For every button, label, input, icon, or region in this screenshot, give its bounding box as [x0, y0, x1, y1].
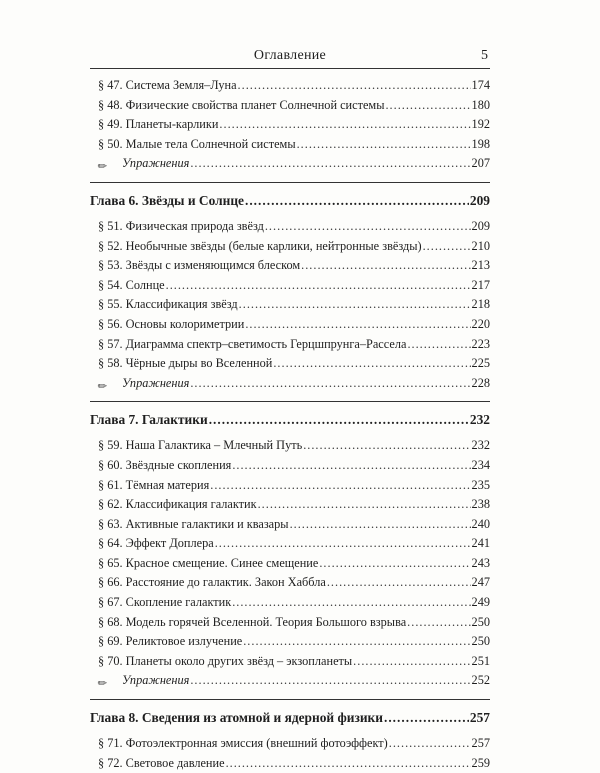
running-title: Оглавление	[253, 48, 327, 63]
toc-entry[interactable]	[90, 135, 490, 155]
entry-page: 180	[471, 97, 490, 112]
entry-page: 240	[471, 516, 490, 531]
entry-title: § 56. Основы колориметрии	[98, 316, 245, 331]
leader-dots	[190, 154, 470, 174]
entry-title: § 67. Скопление галактик	[98, 595, 232, 610]
toc-entry[interactable]	[90, 217, 490, 237]
leader-dots	[384, 708, 469, 728]
entry-page: 251	[471, 653, 490, 668]
toc-entry[interactable]	[90, 573, 490, 593]
entry-title: Упражнения	[122, 673, 190, 688]
leader-dots	[166, 276, 471, 296]
entry-title: § 57. Диаграмма спектр–светимость Герцшпрунга–Рассела	[98, 336, 407, 351]
leader-dots	[215, 534, 471, 554]
leader-dots	[232, 593, 470, 613]
leader-dots	[245, 315, 470, 335]
entry-page: 250	[471, 634, 490, 649]
entry-title: § 59. Наша Галактика – Млечный Путь	[98, 438, 303, 453]
entry-title: § 54. Солнце	[98, 277, 165, 292]
entry-title: § 65. Красное смещение. Синее смещение	[98, 555, 319, 570]
entry-page: 241	[471, 536, 490, 551]
entry-page: 225	[471, 356, 490, 371]
table-of-contents	[90, 76, 490, 773]
entry-title: § 62. Классификация галактик	[98, 497, 257, 512]
leader-dots	[423, 237, 471, 257]
entry-page: 257	[471, 736, 490, 751]
entry-title: § 58. Чёрные дыры во Вселенной	[98, 356, 273, 371]
chapter-divider	[90, 699, 490, 700]
entry-page: 234	[471, 457, 490, 472]
leader-dots	[301, 256, 470, 276]
entry-title: § 47. Система Земля–Луна	[98, 78, 237, 92]
toc-entry[interactable]	[90, 354, 490, 374]
entry-page: 220	[471, 316, 490, 331]
chapter-divider	[90, 182, 490, 183]
leader-dots	[303, 436, 470, 456]
entry-title: Упражнения	[122, 156, 190, 171]
entry-page: 250	[471, 614, 490, 629]
toc-exercise-entry[interactable]	[90, 671, 490, 691]
entry-title: § 48. Физические свойства планет Солнечной системы	[98, 97, 385, 112]
toc-entry[interactable]	[90, 734, 490, 754]
pencil-icon: ✎	[95, 676, 111, 692]
toc-exercise-entry[interactable]	[90, 154, 490, 174]
toc-entry[interactable]	[90, 534, 490, 554]
entry-page: 259	[471, 755, 490, 770]
leader-dots	[319, 554, 470, 574]
leader-dots	[238, 76, 471, 96]
chapter-heading[interactable]	[90, 708, 490, 728]
toc-entry[interactable]	[90, 295, 490, 315]
entry-title: Упражнения	[122, 375, 190, 390]
toc-entry[interactable]	[90, 276, 490, 296]
entry-page: 249	[471, 595, 490, 610]
entry-title: § 70. Планеты около других звёзд – экзопланеты	[98, 653, 353, 668]
entry-title: § 55. Классификация звёзд	[98, 297, 238, 312]
chapter-page: 209	[469, 192, 490, 208]
toc-entry[interactable]	[90, 237, 490, 257]
chapter-title: Глава 8. Сведения из атомной и ядерной физики	[90, 710, 383, 726]
leader-dots	[327, 573, 471, 593]
leader-dots	[245, 191, 469, 211]
entry-page: 252	[471, 673, 490, 688]
entry-title: § 64. Эффект Доплера	[98, 536, 214, 551]
entry-page: 217	[471, 277, 490, 292]
chapter-page: 232	[469, 412, 490, 428]
toc-entry[interactable]	[90, 515, 490, 535]
page-header	[90, 46, 490, 69]
entry-title: § 68. Модель горячей Вселенной. Теория Большого взрыва	[98, 614, 407, 629]
entry-title: § 60. Звёздные скопления	[98, 457, 232, 472]
pencil-icon: ✎	[95, 159, 111, 175]
leader-dots	[273, 354, 470, 374]
entry-page: 174	[471, 78, 490, 92]
chapter-heading[interactable]	[90, 410, 490, 430]
chapter-title: Глава 7. Галактики	[90, 412, 208, 428]
leader-dots	[353, 652, 470, 672]
toc-entry[interactable]	[90, 315, 490, 335]
leader-dots	[210, 476, 470, 496]
entry-page: 213	[471, 258, 490, 273]
leader-dots	[243, 632, 470, 652]
toc-exercise-entry[interactable]	[90, 374, 490, 394]
entry-title: § 53. Звёзды с изменяющимся блеском	[98, 258, 301, 273]
entry-title: § 49. Планеты-карлики	[98, 117, 219, 132]
entry-page: 243	[471, 555, 490, 570]
leader-dots	[407, 613, 470, 633]
leader-dots	[209, 410, 469, 430]
toc-entry[interactable]	[90, 554, 490, 574]
toc-entry[interactable]	[90, 754, 490, 773]
entry-page: 209	[471, 218, 490, 233]
toc-entry[interactable]	[90, 652, 490, 672]
leader-dots	[265, 217, 471, 237]
entry-page: 218	[471, 297, 490, 312]
toc-entry[interactable]	[90, 436, 490, 456]
toc-entry[interactable]	[90, 593, 490, 613]
toc-entry[interactable]	[90, 456, 490, 476]
toc-entry[interactable]	[90, 632, 490, 652]
entry-title: § 63. Активные галактики и квазары	[98, 516, 289, 531]
chapter-divider	[90, 401, 490, 402]
toc-entry[interactable]	[90, 613, 490, 633]
entry-page: 235	[471, 477, 490, 492]
leader-dots	[297, 135, 471, 155]
toc-entry[interactable]	[90, 256, 490, 276]
chapter-heading[interactable]	[90, 191, 490, 211]
page-number: 5	[481, 48, 488, 63]
toc-entry[interactable]	[90, 495, 490, 515]
entry-title: § 66. Расстояние до галактик. Закон Хаббла	[98, 575, 326, 590]
entry-title: § 69. Реликтовое излучение	[98, 634, 243, 649]
entry-title: § 51. Физическая природа звёзд	[98, 218, 264, 233]
entry-page: 207	[471, 156, 490, 171]
leader-dots	[239, 295, 471, 315]
toc-entry[interactable]	[90, 96, 490, 116]
chapter-page: 257	[469, 710, 490, 726]
leader-dots	[258, 495, 471, 515]
toc-entry[interactable]	[90, 335, 490, 355]
pencil-icon: ✎	[95, 378, 111, 394]
toc-entry[interactable]	[90, 115, 490, 135]
entry-page: 247	[471, 575, 490, 590]
leader-dots	[226, 754, 471, 773]
leader-dots	[190, 374, 470, 394]
entry-page: 238	[471, 497, 490, 512]
leader-dots	[385, 96, 470, 116]
leader-dots	[407, 335, 470, 355]
entry-page: 223	[471, 336, 490, 351]
entry-page: 210	[471, 238, 490, 253]
leader-dots	[190, 671, 470, 691]
entry-page: 232	[471, 438, 490, 453]
leader-dots	[389, 734, 471, 754]
entry-title: § 72. Световое давление	[98, 755, 225, 770]
entry-page: 192	[471, 117, 490, 132]
leader-dots	[232, 456, 470, 476]
toc-entry[interactable]	[90, 476, 490, 496]
leader-dots	[219, 115, 470, 135]
entry-page: 228	[471, 375, 490, 390]
chapter-title: Глава 6. Звёзды и Солнце	[90, 192, 244, 208]
toc-entry[interactable]	[90, 76, 490, 96]
entry-title: § 71. Фотоэлектронная эмиссия (внешний фотоэффект)	[98, 736, 388, 751]
entry-title: § 52. Необычные звёзды (белые карлики, нейтронные звёзды)	[98, 238, 422, 253]
entry-page: 198	[471, 136, 490, 151]
leader-dots	[290, 515, 471, 535]
entry-title: § 61. Тёмная материя	[98, 477, 210, 492]
entry-title: § 50. Малые тела Солнечной системы	[98, 136, 296, 151]
